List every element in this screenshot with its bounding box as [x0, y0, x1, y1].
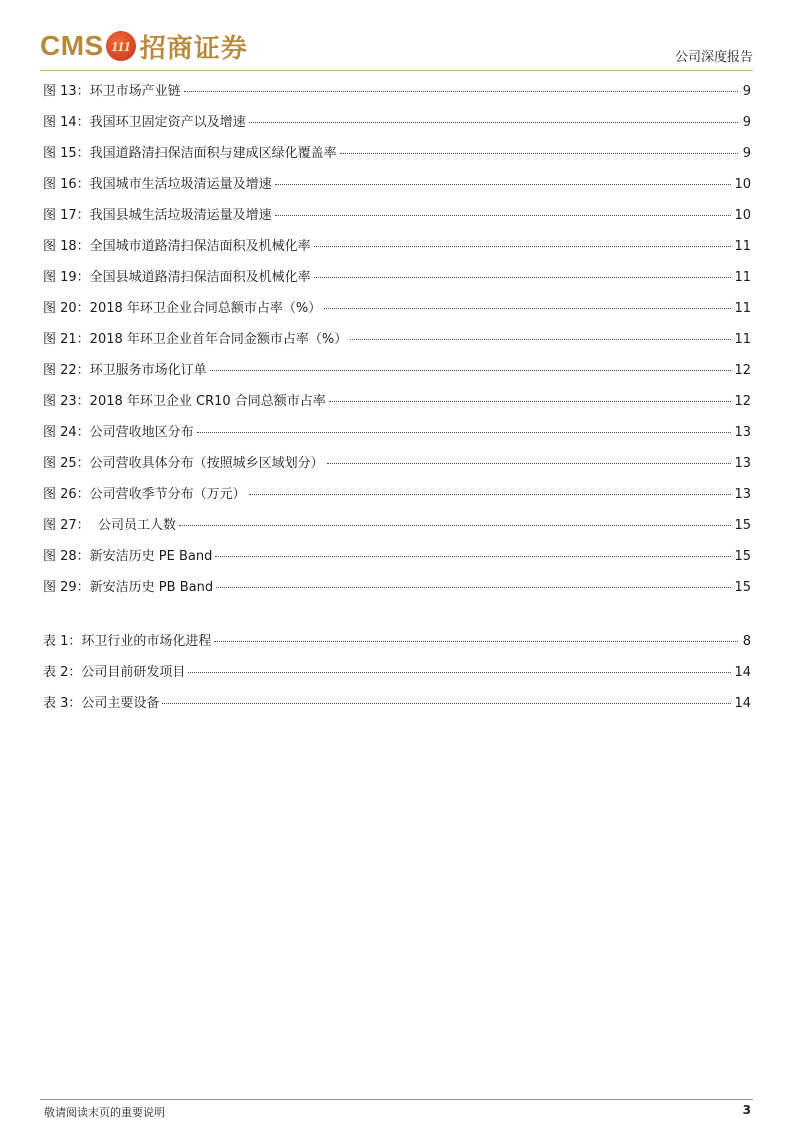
figure-page-number: 10	[734, 208, 751, 223]
footer-divider	[40, 1099, 753, 1100]
figure-index-list	[43, 80, 751, 607]
cms-logo	[40, 28, 248, 64]
figure-page-number: 13	[734, 456, 751, 471]
figure-title: 图 19：全国县城道路清扫保洁面积及机械化率	[43, 270, 311, 285]
dot-leader	[197, 432, 732, 433]
figure-page-number: 11	[734, 270, 751, 285]
dot-leader	[329, 401, 732, 402]
figure-page-number: 15	[734, 518, 751, 533]
table-title: 表 2：公司目前研发项目	[43, 665, 186, 680]
figure-title: 图 21：2018 年环卫企业首年合同金额市占率（%）	[43, 332, 348, 347]
figure-title: 图 27： 公司员工人数	[43, 518, 176, 533]
figure-entry[interactable]	[43, 142, 751, 173]
disclaimer-note: 敬请阅读末页的重要说明	[44, 1106, 165, 1119]
figure-entry[interactable]	[43, 483, 751, 514]
dot-leader	[275, 215, 732, 216]
figure-title: 图 16：我国城市生活垃圾清运量及增速	[43, 177, 272, 192]
figure-page-number: 11	[734, 239, 751, 254]
dot-leader	[162, 703, 731, 704]
figure-title: 图 17：我国县城生活垃圾清运量及增速	[43, 208, 272, 223]
figure-entry[interactable]	[43, 173, 751, 204]
page-header	[40, 28, 753, 72]
dot-leader	[350, 339, 731, 340]
page-number: 3	[742, 1103, 751, 1117]
figure-title: 图 24：公司营收地区分布	[43, 425, 194, 440]
table-page-number: 14	[734, 665, 751, 680]
dot-leader	[210, 370, 732, 371]
dot-leader	[340, 153, 738, 154]
figure-page-number: 9	[742, 146, 751, 161]
table-title: 表 1：环卫行业的市场化进程	[43, 634, 212, 649]
dot-leader	[216, 587, 731, 588]
figure-title: 图 28：新安洁历史 PE Band	[43, 549, 213, 564]
logo-badge-icon	[106, 31, 136, 61]
figure-title: 图 14：我国环卫固定资产以及增速	[43, 115, 246, 130]
figure-entry[interactable]	[43, 359, 751, 390]
dot-leader	[215, 556, 731, 557]
figure-page-number: 11	[734, 301, 751, 316]
figure-page-number: 15	[734, 580, 751, 595]
figure-entry[interactable]	[43, 235, 751, 266]
figure-title: 图 26：公司营收季节分布（万元）	[43, 487, 246, 502]
figure-title: 图 23：2018 年环卫企业 CR10 合同总额市占率	[43, 394, 326, 409]
figure-title: 图 22：环卫服务市场化订单	[43, 363, 207, 378]
figure-entry[interactable]	[43, 111, 751, 142]
dot-leader	[314, 277, 732, 278]
figure-entry[interactable]	[43, 421, 751, 452]
dot-leader	[249, 122, 738, 123]
figure-entry[interactable]	[43, 297, 751, 328]
header-divider	[40, 70, 753, 71]
dot-leader	[327, 463, 732, 464]
dot-leader	[275, 184, 732, 185]
document-type: 公司深度报告	[674, 50, 753, 65]
table-page-number: 8	[742, 634, 751, 649]
dot-leader	[324, 308, 731, 309]
table-entry[interactable]	[43, 692, 751, 723]
figure-entry[interactable]	[43, 576, 751, 607]
logo-text: CMS	[40, 30, 104, 61]
table-page-number: 14	[734, 696, 751, 711]
figure-entry[interactable]	[43, 328, 751, 359]
figure-entry[interactable]	[43, 514, 751, 545]
table-index-list	[43, 630, 751, 723]
figure-title: 图 29：新安洁历史 PB Band	[43, 580, 214, 595]
dot-leader	[314, 246, 732, 247]
figure-title: 图 20：2018 年环卫企业合同总额市占率（%）	[43, 301, 322, 316]
table-entry[interactable]	[43, 661, 751, 692]
figure-entry[interactable]	[43, 266, 751, 297]
figure-title: 图 25：公司营收具体分布（按照城乡区域划分）	[43, 456, 324, 471]
figure-page-number: 11	[734, 332, 751, 347]
figure-entry[interactable]	[43, 390, 751, 421]
figure-page-number: 12	[734, 363, 751, 378]
table-entry[interactable]	[43, 630, 751, 661]
figure-entry[interactable]	[43, 204, 751, 235]
figure-page-number: 15	[734, 549, 751, 564]
figure-page-number: 10	[734, 177, 751, 192]
figure-entry[interactable]	[43, 80, 751, 111]
figure-title: 图 15：我国道路清扫保洁面积与建成区绿化覆盖率	[43, 146, 337, 161]
logo-chinese-name: 招商证券	[139, 33, 248, 64]
dot-leader	[179, 525, 732, 526]
figure-page-number: 13	[734, 425, 751, 440]
figure-page-number: 9	[742, 115, 751, 130]
dot-leader	[214, 641, 738, 642]
figure-page-number: 9	[742, 84, 751, 99]
figure-page-number: 12	[734, 394, 751, 409]
figure-entry[interactable]	[43, 452, 751, 483]
figure-page-number: 13	[734, 487, 751, 502]
figure-title: 图 13：环卫市场产业链	[43, 84, 181, 99]
dot-leader	[184, 91, 738, 92]
table-title: 表 3：公司主要设备	[43, 696, 160, 711]
dot-leader	[188, 672, 731, 673]
figure-title: 图 18：全国城市道路清扫保洁面积及机械化率	[43, 239, 311, 254]
svg-text:111: 111	[111, 40, 131, 54]
figure-entry[interactable]	[43, 545, 751, 576]
dot-leader	[249, 494, 732, 495]
